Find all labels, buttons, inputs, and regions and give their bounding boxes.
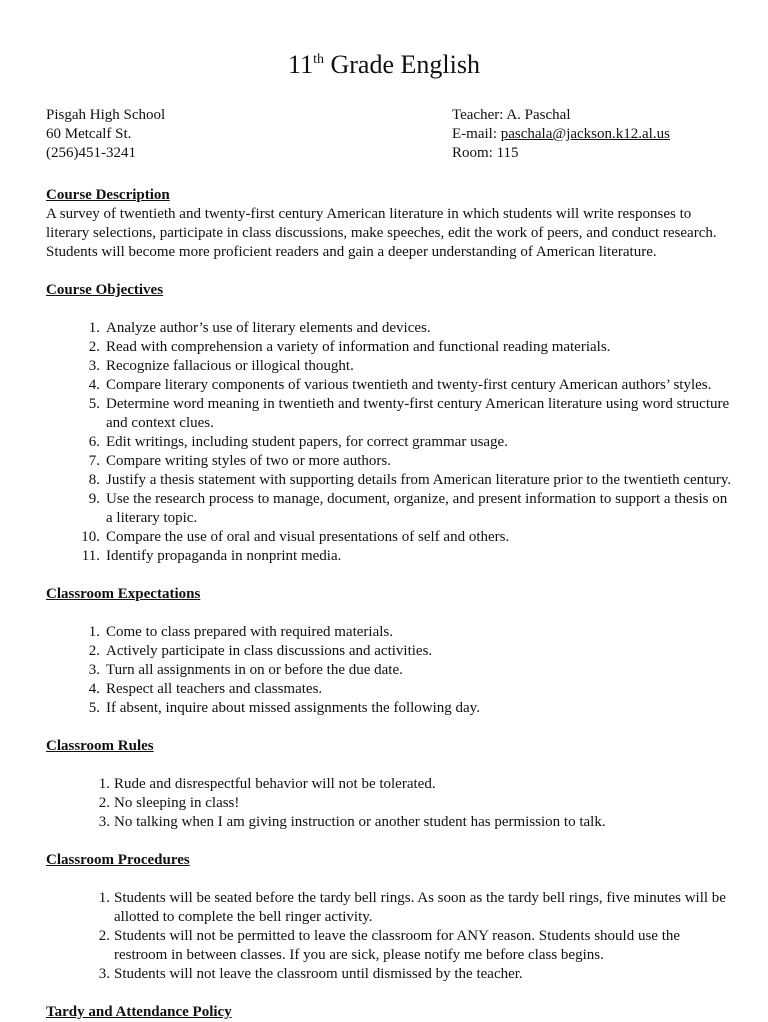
- list-item: 5. Determine word meaning in twentieth and twenty-first century American literature using word structure and context clues.: [88, 396, 730, 431]
- teacher-name: Teacher: A. Paschal: [452, 107, 571, 123]
- list-item: 9. Use the research process to manage, document, organize, and present information to support a thesis on a literary topic.: [88, 491, 728, 526]
- classroom-procedures-heading: Classroom Procedures: [46, 852, 190, 868]
- list-item: 2. Actively participate in class discussions and activities.: [88, 643, 433, 659]
- page-title: [0, 44, 768, 81]
- classroom-expectations-heading: Classroom Expectations: [46, 586, 201, 602]
- list-item: 5. If absent, inquire about missed assignments the following day.: [88, 700, 480, 716]
- list-item: 1. Analyze author’s use of literary elements and devices.: [88, 320, 431, 336]
- list-item: 3. No talking when I am giving instruction or another student has permission to talk.: [98, 814, 606, 830]
- teacher-room: Room: 115: [452, 145, 519, 161]
- teacher-info: [452, 106, 670, 163]
- list-item: 2. Read with comprehension a variety of information and functional reading materials.: [88, 339, 611, 355]
- list-item: 4. Compare literary components of various twentieth and twenty-first century American authors’ styles.: [88, 377, 712, 393]
- list-item: 6. Edit writings, including student papers, for correct grammar usage.: [88, 434, 508, 450]
- school-info: [46, 106, 165, 163]
- list-item: 10. Compare the use of oral and visual presentations of self and others.: [81, 529, 510, 545]
- title-rest: Grade English: [323, 50, 480, 79]
- list-item: 8. Justify a thesis statement with supporting details from American literature prior to the twentieth century.: [88, 472, 732, 488]
- document-body: [46, 186, 736, 1022]
- list-item: 3. Recognize fallacious or illogical thought.: [88, 358, 354, 374]
- classroom-procedures-list: [46, 889, 736, 984]
- classroom-rules-list: [46, 775, 736, 832]
- list-item: 1. Come to class prepared with required materials.: [88, 624, 393, 640]
- school-name: Pisgah High School: [46, 107, 166, 123]
- tardy-policy-heading: Tardy and Attendance Policy: [46, 1004, 232, 1020]
- list-item: 1. Rude and disrespectful behavior will not be tolerated.: [98, 776, 436, 792]
- school-phone: (256)451-3241: [46, 145, 136, 161]
- list-item: 3. Students will not leave the classroom until dismissed by the teacher.: [98, 966, 523, 982]
- teacher-email: [452, 125, 670, 144]
- email-label: E-mail:: [452, 126, 501, 142]
- course-description-heading: Course Description: [46, 187, 170, 203]
- classroom-expectations-list: [46, 623, 736, 718]
- title-main: 11: [288, 50, 314, 79]
- course-objectives-heading: Course Objectives: [46, 282, 164, 298]
- list-item: 3. Turn all assignments in on or before the due date.: [88, 662, 403, 678]
- list-item: 1. Students will be seated before the tardy bell rings. As soon as the tardy bell rings, five minutes will be allotted to complete the bell ringer activity.: [98, 890, 726, 925]
- classroom-rules-heading: Classroom Rules: [46, 738, 154, 754]
- list-item: 4. Respect all teachers and classmates.: [88, 681, 323, 697]
- list-item: 11. Identify propaganda in nonprint media.: [81, 548, 342, 564]
- list-item: 2. Students will not be permitted to leave the classroom for ANY reason. Students should use the restroom in between classes. If you are sick, please notify me before class begins.: [98, 928, 681, 963]
- list-item: 7. Compare writing styles of two or more authors.: [88, 453, 391, 469]
- email-link[interactable]: paschala@jackson.k12.al.us: [500, 126, 670, 142]
- course-description-text: A survey of twentieth and twenty-first century American literature in which students will write responses to literary selections, participate in class discussions, make speeches, edit the work of peers, and conduct research. Students will become more proficient readers and gain a deeper understanding of American literature.: [46, 206, 717, 260]
- school-address: 60 Metcalf St.: [46, 126, 132, 142]
- title-superscript: th: [313, 52, 324, 67]
- list-item: 2. No sleeping in class!: [98, 795, 240, 811]
- course-objectives-list: [46, 319, 736, 566]
